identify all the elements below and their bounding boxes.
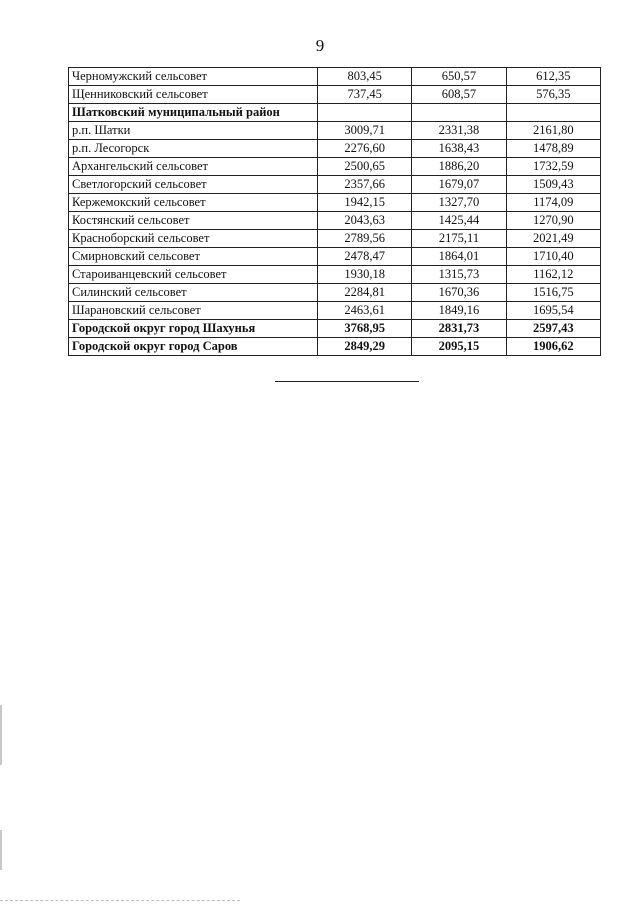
value-cell-1: 2357,66 bbox=[318, 176, 412, 194]
value-cell-3: 1509,43 bbox=[506, 176, 600, 194]
table-row bbox=[69, 302, 601, 320]
value-cell-3: 612,35 bbox=[506, 68, 600, 86]
value-cell-2: 1864,01 bbox=[412, 248, 506, 266]
value-cell-3: 1732,59 bbox=[506, 158, 600, 176]
value-cell-2 bbox=[412, 104, 506, 122]
value-cell-2: 608,57 bbox=[412, 86, 506, 104]
table-row bbox=[69, 158, 601, 176]
table-row bbox=[69, 230, 601, 248]
scan-bottom-mark bbox=[0, 900, 240, 902]
value-cell-1: 2276,60 bbox=[318, 140, 412, 158]
value-cell-1: 2284,81 bbox=[318, 284, 412, 302]
table-row bbox=[69, 122, 601, 140]
value-cell-3: 1695,54 bbox=[506, 302, 600, 320]
table-body bbox=[69, 68, 601, 356]
table-row bbox=[69, 68, 601, 86]
table-row bbox=[69, 266, 601, 284]
value-cell-1: 2849,29 bbox=[318, 338, 412, 356]
value-cell-1: 2789,56 bbox=[318, 230, 412, 248]
value-cell-1: 1942,15 bbox=[318, 194, 412, 212]
value-cell-2: 1315,73 bbox=[412, 266, 506, 284]
value-cell-3: 1162,12 bbox=[506, 266, 600, 284]
row-name-cell: Щенниковский сельсовет bbox=[69, 86, 318, 104]
value-cell-1: 2478,47 bbox=[318, 248, 412, 266]
value-cell-2: 1679,07 bbox=[412, 176, 506, 194]
value-cell-3: 1710,40 bbox=[506, 248, 600, 266]
value-cell-2: 1425,44 bbox=[412, 212, 506, 230]
row-name-cell: Староиванцевский сельсовет bbox=[69, 266, 318, 284]
value-cell-2: 1670,36 bbox=[412, 284, 506, 302]
table-row bbox=[69, 320, 601, 338]
value-cell-3: 2597,43 bbox=[506, 320, 600, 338]
row-name-cell: Силинский сельсовет bbox=[69, 284, 318, 302]
scan-edge-mark bbox=[0, 705, 2, 765]
row-name-cell: Светлогорский сельсовет bbox=[69, 176, 318, 194]
value-cell-1: 3009,71 bbox=[318, 122, 412, 140]
value-cell-1 bbox=[318, 104, 412, 122]
data-table bbox=[68, 67, 601, 356]
value-cell-2: 1849,16 bbox=[412, 302, 506, 320]
row-name-cell: Шарановский сельсовет bbox=[69, 302, 318, 320]
value-cell-3: 2021,49 bbox=[506, 230, 600, 248]
end-separator-line bbox=[275, 381, 419, 382]
table-row bbox=[69, 248, 601, 266]
scan-edge-mark bbox=[0, 830, 2, 870]
row-name-cell: р.п. Шатки bbox=[69, 122, 318, 140]
row-name-cell: Городской округ город Шахунья bbox=[69, 320, 318, 338]
value-cell-3: 1478,89 bbox=[506, 140, 600, 158]
value-cell-2: 2831,73 bbox=[412, 320, 506, 338]
value-cell-1: 3768,95 bbox=[318, 320, 412, 338]
table-row bbox=[69, 86, 601, 104]
row-name-cell: Черномужский сельсовет bbox=[69, 68, 318, 86]
table-row bbox=[69, 176, 601, 194]
table-row bbox=[69, 194, 601, 212]
value-cell-3: 1906,62 bbox=[506, 338, 600, 356]
row-name-cell: Костянский сельсовет bbox=[69, 212, 318, 230]
row-name-cell: Красноборский сельсовет bbox=[69, 230, 318, 248]
row-name-cell: р.п. Лесогорск bbox=[69, 140, 318, 158]
row-name-cell: Шатковский муниципальный район bbox=[69, 104, 318, 122]
value-cell-3: 2161,80 bbox=[506, 122, 600, 140]
row-name-cell: Архангельский сельсовет bbox=[69, 158, 318, 176]
value-cell-1: 2463,61 bbox=[318, 302, 412, 320]
value-cell-2: 1886,20 bbox=[412, 158, 506, 176]
value-cell-2: 1327,70 bbox=[412, 194, 506, 212]
table-row bbox=[69, 338, 601, 356]
value-cell-2: 1638,43 bbox=[412, 140, 506, 158]
row-name-cell: Кержемокский сельсовет bbox=[69, 194, 318, 212]
table-row bbox=[69, 140, 601, 158]
page-number: 9 bbox=[315, 36, 325, 55]
value-cell-3: 576,35 bbox=[506, 86, 600, 104]
value-cell-1: 737,45 bbox=[318, 86, 412, 104]
row-name-cell: Смирновский сельсовет bbox=[69, 248, 318, 266]
value-cell-2: 2095,15 bbox=[412, 338, 506, 356]
value-cell-3: 1270,90 bbox=[506, 212, 600, 230]
table-row bbox=[69, 212, 601, 230]
value-cell-3: 1516,75 bbox=[506, 284, 600, 302]
value-cell-1: 2043,63 bbox=[318, 212, 412, 230]
table-row bbox=[69, 284, 601, 302]
value-cell-2: 2175,11 bbox=[412, 230, 506, 248]
value-cell-3 bbox=[506, 104, 600, 122]
value-cell-1: 803,45 bbox=[318, 68, 412, 86]
value-cell-2: 650,57 bbox=[412, 68, 506, 86]
table-row bbox=[69, 104, 601, 122]
value-cell-3: 1174,09 bbox=[506, 194, 600, 212]
value-cell-1: 2500,65 bbox=[318, 158, 412, 176]
value-cell-1: 1930,18 bbox=[318, 266, 412, 284]
row-name-cell: Городской округ город Саров bbox=[69, 338, 318, 356]
value-cell-2: 2331,38 bbox=[412, 122, 506, 140]
